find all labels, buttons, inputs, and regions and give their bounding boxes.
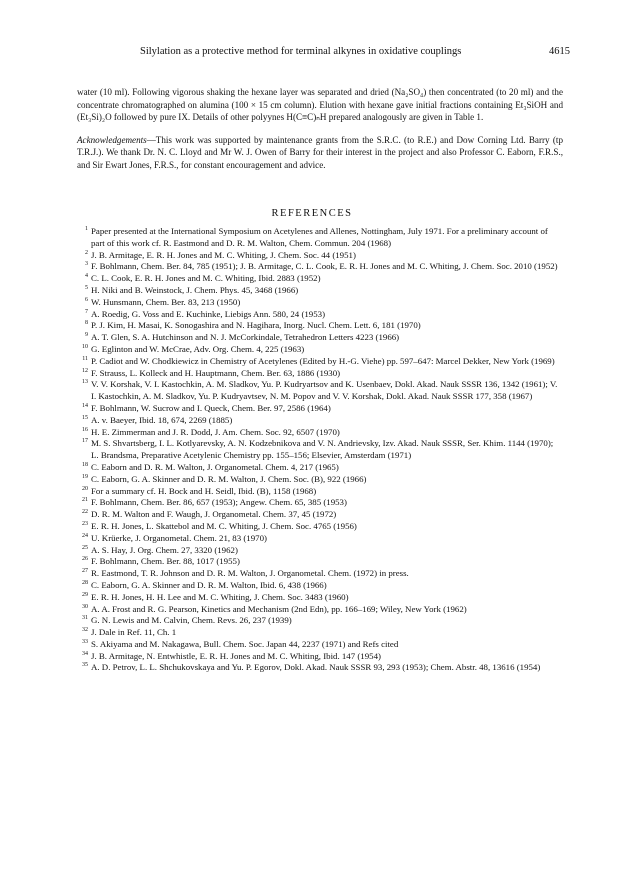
reference-number: 4	[85, 273, 88, 280]
reference-item	[77, 332, 563, 344]
reference-item	[77, 297, 563, 309]
reference-text: A. T. Glen, S. A. Hutchinson and N. J. McCorkindale, Tetrahedron Letters 4223 (1966)	[91, 332, 400, 343]
acknowledgements-label: Acknowledgements	[77, 134, 147, 145]
reference-text: A. S. Hay, J. Org. Chem. 27, 3320 (1962)	[91, 544, 238, 555]
reference-item	[77, 545, 563, 557]
reference-number: 30	[82, 603, 88, 610]
reference-text: J. B. Armitage, N. Entwhistle, E. R. H. Jones and M. C. Whiting, Ibid. 147 (1954)	[91, 650, 381, 661]
reference-number: 29	[82, 591, 88, 598]
reference-number: 34	[82, 650, 88, 657]
reference-text: E. R. H. Jones, H. H. Lee and M. C. Whiting, J. Chem. Soc. 3483 (1960)	[91, 591, 349, 602]
reference-item	[77, 639, 563, 651]
reference-number: 11	[82, 355, 88, 362]
reference-number: 32	[82, 627, 88, 634]
reference-item	[77, 521, 563, 533]
reference-text: For a summary cf. H. Bock and H. Seidl, Ibid. (B), 1158 (1968)	[91, 485, 317, 496]
reference-item	[77, 356, 563, 368]
reference-number: 21	[82, 497, 88, 504]
reference-text: A. Roedig, G. Voss and E. Kuchinke, Liebigs Ann. 580, 24 (1953)	[91, 308, 326, 319]
reference-text: E. R. H. Jones, L. Skattebol and M. C. Whiting, J. Chem. Soc. 4765 (1956)	[91, 520, 357, 531]
reference-item	[77, 250, 563, 262]
reference-text: F. Bohlmann, W. Sucrow and I. Queck, Chem. Ber. 97, 2586 (1964)	[91, 402, 331, 413]
reference-number: 8	[85, 320, 88, 327]
reference-text: C. L. Cook, E. R. H. Jones and M. C. Whiting, Ibid. 2883 (1952)	[91, 273, 321, 284]
reference-text: P. Cadiot and W. Chodkiewicz in Chemistry of Acetylenes (Edited by H.-G. Viehe) pp. 597–647: Marcel Dekker, New York (1969)	[91, 355, 555, 366]
reference-text: G. Eglinton and W. McCrae, Adv. Org. Chem. 4, 225 (1963)	[91, 343, 305, 354]
reference-text: C. Eaborn, G. A. Skinner and D. R. M. Walton, J. Chem. Soc. (B), 922 (1966)	[91, 473, 367, 484]
reference-item	[77, 379, 563, 403]
reference-item	[77, 427, 563, 439]
reference-text: D. R. M. Walton and F. Waugh, J. Organometal. Chem. 37, 45 (1972)	[91, 509, 337, 520]
experimental-paragraph: water (10 ml). Following vigorous shaking the hexane layer was separated and dried (Na₂SO₄) then concentrated (to 20 ml) and the concentrate chromatographed on alumina (100 × 15 cm column). Elution with hexane gave initial fractions containing Et₃SiOH and (Et₃Si)₂O followed by pure IX. Details of other polyynes H(C≡C)ₙH prepared analogously are given in Table 1.	[77, 87, 563, 123]
reference-item	[77, 403, 563, 415]
reference-item	[77, 474, 563, 486]
reference-item	[77, 285, 563, 297]
reference-item	[77, 556, 563, 568]
reference-text: C. Eaborn, G. A. Skinner and D. R. M. Walton, Ibid. 6, 438 (1966)	[91, 579, 327, 590]
acknowledgements-paragraph	[77, 134, 563, 172]
reference-text: J. Dale in Ref. 11, Ch. 1	[91, 627, 177, 638]
reference-text: F. Strauss, L. Kolleck and H. Hauptmann, Chem. Ber. 63, 1886 (1930)	[91, 367, 341, 378]
reference-number: 2	[85, 249, 88, 256]
reference-text: C. Eaborn and D. R. M. Walton, J. Organometal. Chem. 4, 217 (1965)	[91, 461, 339, 472]
reference-number: 23	[82, 520, 88, 527]
reference-number: 6	[85, 296, 88, 303]
reference-text: W. Hunsmann, Chem. Ber. 83, 213 (1950)	[91, 296, 241, 307]
references-list	[77, 226, 563, 674]
reference-number: 1	[85, 226, 88, 232]
reference-item	[77, 662, 563, 674]
reference-number: 27	[82, 568, 88, 575]
reference-text: A. v. Baeyer, Ibid. 18, 674, 2269 (1885)	[91, 414, 233, 425]
reference-text: F. Bohlmann, Chem. Ber. 86, 657 (1953); Angew. Chem. 65, 385 (1953)	[91, 497, 347, 508]
reference-item	[77, 309, 563, 321]
reference-item	[77, 592, 563, 604]
reference-number: 35	[82, 662, 88, 669]
reference-text: A. D. Petrov, L. L. Shchukovskaya and Yu. P. Egorov, Dokl. Akad. Nauk SSSR 93, 293 (1953); Chem. Abstr. 48, 13616 (1954)	[91, 662, 541, 673]
reference-number: 24	[82, 532, 88, 539]
reference-item	[77, 604, 563, 616]
reference-item	[77, 580, 563, 592]
reference-number: 25	[82, 544, 88, 551]
reference-text: V. V. Korshak, V. I. Kastochkin, A. M. Sladkov, Yu. P. Kudryartsov and K. Usenbaev, Dokl. Akad. Nauk SSSR 136, 1342 (1961); V. I. Kastochkin, A. M. Sladkov, Yu. P. Kudryavtsev, N. M. Popov and V. V. Korshak, Dokl. Akad. Nauk SSSR 177, 358 (1967)	[91, 379, 558, 402]
reference-item	[77, 497, 563, 509]
reference-number: 13	[82, 379, 88, 386]
reference-text: A. A. Frost and R. G. Pearson, Kinetics and Mechanism (2nd Edn), pp. 166–169; Wiley, New York (1962)	[91, 603, 467, 614]
reference-item	[77, 344, 563, 356]
reference-text: H. E. Zimmerman and J. R. Dodd, J. Am. Chem. Soc. 92, 6507 (1970)	[91, 426, 340, 437]
acknowledgements-text: —This work was supported by maintenance grants from the S.R.C. (to R.E.) and Dow Corning Ltd. Barry (tp T.R.J.). We thank Dr. N. C. Lloyd and Mr W. J. Owen of Barry for their interest in the project and also Professor C. Eaborn, F.R.S., and Sir Ewart Jones, F.R.S., for constant encouragement and advice.	[77, 134, 563, 170]
reference-item	[77, 415, 563, 427]
reference-item	[77, 462, 563, 474]
reference-number: 5	[85, 284, 88, 291]
reference-item	[77, 615, 563, 627]
reference-item	[77, 368, 563, 380]
reference-item	[77, 438, 563, 462]
reference-number: 20	[82, 485, 88, 492]
reference-text: S. Akiyama and M. Nakagawa, Bull. Chem. Soc. Japan 44, 2237 (1971) and Refs cited	[91, 638, 399, 649]
reference-text: H. Niki and B. Weinstock, J. Chem. Phys. 45, 3468 (1966)	[91, 284, 299, 295]
reference-item	[77, 651, 563, 663]
reference-number: 33	[82, 638, 88, 645]
reference-number: 16	[82, 426, 88, 433]
reference-text: F. Bohlmann, Chem. Ber. 84, 785 (1951); J. B. Armitage, C. L. Cook, E. R. H. Jones and M. C. Whiting, J. Chem. Soc. 2010 (1952)	[91, 261, 558, 272]
body-text	[77, 86, 563, 182]
reference-text: F. Bohlmann, Chem. Ber. 88, 1017 (1955)	[91, 556, 240, 567]
reference-text: P. J. Kim, H. Masai, K. Sonogashira and N. Hagihara, Inorg. Nucl. Chem. Lett. 6, 181 (1970)	[91, 320, 421, 331]
reference-number: 26	[82, 556, 88, 563]
page-number: 4615	[549, 46, 570, 57]
reference-text: M. S. Shvartsberg, I. L. Kotlyarevsky, A. N. Kodzebnikova and V. N. Andrievsky, Izv. Akad. Nauk SSSR, Ser. Khim. 1144 (1970); L. Brandsma, Preparative Acetylenic Chemistry pp. 155–156; Elsevier, Amsterdam (1971)	[91, 438, 554, 461]
reference-item	[77, 320, 563, 332]
running-title: Silylation as a protective method for terminal alkynes in oxidative couplings	[140, 46, 462, 57]
reference-item	[77, 533, 563, 545]
reference-number: 12	[82, 367, 88, 374]
reference-item	[77, 486, 563, 498]
reference-text: Paper presented at the International Symposium on Acetylenes and Allenes, Nottingham, July 1971. For a preliminary account of part of this work cf. R. Eastmond and D. R. M. Walton, Chem. Commun. 204 (1968)	[91, 226, 548, 248]
reference-number: 18	[82, 461, 88, 468]
reference-text: J. B. Armitage, E. R. H. Jones and M. C. Whiting, J. Chem. Soc. 44 (1951)	[91, 249, 356, 260]
references-heading: REFERENCES	[271, 208, 353, 219]
reference-number: 15	[82, 414, 88, 421]
reference-text: G. N. Lewis and M. Calvin, Chem. Revs. 26, 237 (1939)	[91, 615, 292, 626]
reference-item	[77, 226, 563, 250]
reference-number: 31	[82, 615, 88, 622]
reference-number: 3	[85, 261, 88, 268]
reference-text: U. Krüerke, J. Organometal. Chem. 21, 83 (1970)	[91, 532, 267, 543]
reference-number: 19	[82, 473, 88, 480]
reference-number: 10	[82, 343, 88, 350]
reference-item	[77, 261, 563, 273]
reference-number: 9	[85, 332, 88, 339]
reference-number: 14	[82, 402, 88, 409]
reference-number: 17	[82, 438, 88, 445]
reference-text: R. Eastmond, T. R. Johnson and D. R. M. Walton, J. Organometal. Chem. (1972) in press.	[91, 568, 409, 579]
reference-number: 7	[85, 308, 88, 315]
reference-item	[77, 509, 563, 521]
reference-item	[77, 568, 563, 580]
reference-item	[77, 273, 563, 285]
reference-number: 22	[82, 509, 88, 516]
reference-item	[77, 627, 563, 639]
reference-number: 28	[82, 579, 88, 586]
